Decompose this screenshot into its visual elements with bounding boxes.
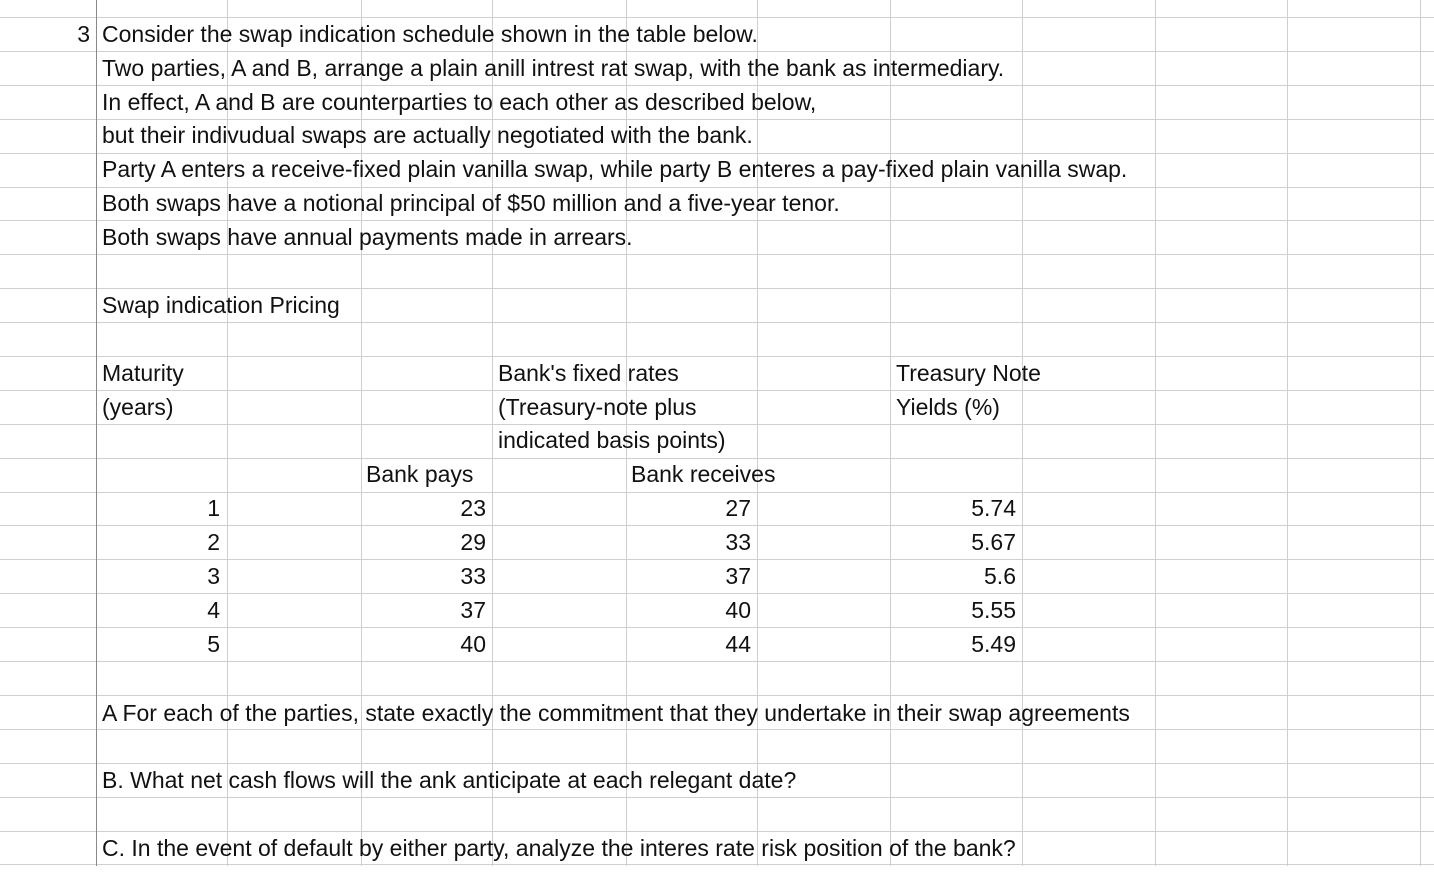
table-title[interactable]: Swap indication Pricing	[102, 292, 340, 318]
question-line-5[interactable]: Party A enters a receive-fixed plain vanilla swap, while party B enteres a pay-fixed plain vanilla swap.	[102, 156, 1128, 182]
bank-rates-header-line-2[interactable]: (Treasury-note plus	[498, 394, 697, 420]
treasury-yield-cell[interactable]: 5.49	[971, 631, 1016, 657]
column-gridline	[1420, 0, 1421, 866]
column-gridline	[96, 0, 97, 866]
column-gridline	[1155, 0, 1156, 866]
bank-rates-header-line-1[interactable]: Bank's fixed rates	[498, 360, 679, 386]
row-gridline	[0, 356, 1434, 357]
bank-pays-header[interactable]: Bank pays	[366, 461, 474, 487]
question-c[interactable]: C. In the event of default by either party, analyze the interes rate risk position of the bank?	[102, 835, 1016, 861]
maturity-cell[interactable]: 1	[207, 495, 220, 521]
maturity-cell[interactable]: 2	[207, 529, 220, 555]
bank-rates-header-line-3[interactable]: indicated basis points)	[498, 427, 726, 453]
maturity-cell[interactable]: 5	[207, 631, 220, 657]
maturity-header-line-1[interactable]: Maturity	[102, 360, 184, 386]
question-a[interactable]: A For each of the parties, state exactly the commitment that they undertake in their swap agreements	[102, 700, 1130, 726]
treasury-header-line-2[interactable]: Yields (%)	[896, 394, 1000, 420]
row-gridline	[0, 322, 1434, 323]
bank-pays-cell[interactable]: 40	[460, 631, 486, 657]
bank-pays-cell[interactable]: 29	[460, 529, 486, 555]
bank-receives-cell[interactable]: 40	[725, 597, 751, 623]
column-gridline	[1022, 0, 1023, 866]
bank-receives-cell[interactable]: 33	[725, 529, 751, 555]
bank-receives-cell[interactable]: 37	[725, 563, 751, 589]
treasury-yield-cell[interactable]: 5.74	[971, 495, 1016, 521]
bank-pays-cell[interactable]: 23	[460, 495, 486, 521]
column-gridline	[1287, 0, 1288, 866]
bank-receives-cell[interactable]: 44	[725, 631, 751, 657]
treasury-yield-cell[interactable]: 5.6	[984, 563, 1016, 589]
bank-pays-cell[interactable]: 37	[460, 597, 486, 623]
question-b[interactable]: B. What net cash flows will the ank anticipate at each relegant date?	[102, 767, 797, 793]
bank-receives-cell[interactable]: 27	[725, 495, 751, 521]
treasury-yield-cell[interactable]: 5.55	[971, 597, 1016, 623]
column-gridline	[757, 0, 758, 866]
question-line-1[interactable]: Consider the swap indication schedule shown in the table below.	[102, 21, 758, 47]
question-line-6[interactable]: Both swaps have a notional principal of $50 million and a five-year tenor.	[102, 190, 840, 216]
question-line-4[interactable]: but their indivudual swaps are actually negotiated with the bank.	[102, 122, 753, 148]
column-gridline	[890, 0, 891, 866]
row-gridline	[0, 797, 1434, 798]
row-gridline	[0, 254, 1434, 255]
question-line-2[interactable]: Two parties, A and B, arrange a plain anill intrest rat swap, with the bank as intermediary.	[102, 55, 1005, 81]
maturity-header-line-2[interactable]: (years)	[102, 394, 174, 420]
maturity-cell[interactable]: 3	[207, 563, 220, 589]
question-line-7[interactable]: Both swaps have annual payments made in arrears.	[102, 224, 633, 250]
bank-pays-cell[interactable]: 33	[460, 563, 486, 589]
treasury-yield-cell[interactable]: 5.67	[971, 529, 1016, 555]
bank-receives-header[interactable]: Bank receives	[631, 461, 776, 487]
question-line-3[interactable]: In effect, A and B are counterparties to each other as described below,	[102, 89, 817, 115]
row-gridline	[0, 695, 1434, 696]
treasury-header-line-1[interactable]: Treasury Note	[896, 360, 1041, 386]
row-gridline	[0, 661, 1434, 662]
maturity-cell[interactable]: 4	[207, 597, 220, 623]
row-gridline	[0, 390, 1434, 391]
question-number[interactable]: 3	[77, 21, 90, 47]
